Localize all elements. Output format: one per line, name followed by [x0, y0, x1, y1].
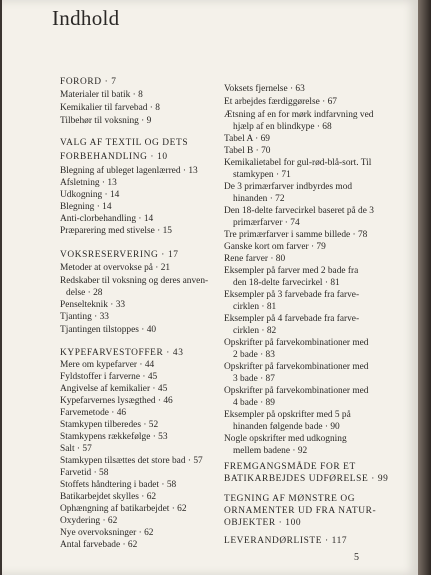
toc-entry-continuation: hinanden følgende bade · 90: [233, 422, 340, 432]
toc-entry: Præparering med stivelse · 15: [60, 226, 172, 236]
toc-entry: Blegning · 14: [60, 202, 112, 212]
toc-entry: Stamkypens rækkefølge · 53: [60, 432, 168, 442]
toc-entry-continuation: 2 bade · 83: [233, 350, 275, 360]
toc-entry: Den 18-delte farvecirkel baseret på de 3: [224, 206, 374, 216]
toc-entry: Anti-clorbehandling · 14: [60, 214, 154, 224]
toc-entry-continuation: hinanden · 72: [233, 194, 285, 204]
toc-entry: Rene farver · 80: [224, 254, 286, 264]
toc-entry-continuation: cirklen · 81: [233, 302, 277, 312]
toc-entry-continuation: hjælp af en blindkype · 68: [233, 122, 332, 132]
toc-entry: Ganske kort om farver · 79: [224, 242, 326, 252]
toc-section-heading: TEGNING AF MØNSTRE OG: [224, 494, 356, 504]
toc-entry: Opskrifter på farvekombinationer med: [224, 338, 369, 348]
toc-section-heading: OBJEKTER · 100: [224, 518, 302, 528]
toc-entry-continuation: cirklen · 82: [233, 326, 277, 336]
toc-entry-continuation: stamkypen · 71: [233, 170, 291, 180]
toc-entry: Ætsning af en for mørk indfarvning ved: [224, 110, 374, 120]
toc-section-heading: BATIKARBEJDES UDFØRELSE · 99: [224, 474, 389, 484]
toc-entry-continuation: 4 bade · 89: [233, 398, 275, 408]
toc-entry: Angivelse af kemikalier · 45: [60, 384, 168, 394]
toc-entry: Eksempler på 3 farvebade fra farve-: [224, 290, 360, 300]
toc-entry: Stoffets håndtering i badet · 58: [60, 480, 177, 490]
toc-entry: Eksempler på opskrifter med 5 på: [224, 410, 351, 420]
toc-entry: Eksempler på farver med 2 bade fra: [224, 266, 359, 276]
toc-entry: Kemikalietabel for gul-rød-blå-sort. Til: [224, 158, 372, 168]
toc-entry: Tabel A · 69: [224, 134, 270, 144]
toc-entry: Blegning af ubleget lagenlærred · 13: [60, 166, 198, 176]
toc-entry: Opskrifter på farvekombinationer med: [224, 362, 369, 372]
toc-section-heading: ORNAMENTER UD FRA NATUR-: [224, 506, 377, 516]
toc-entry: Stamkypen tilsættes det store bad · 57: [60, 456, 203, 466]
toc-section-heading: VOKSRESERVERING · 17: [60, 250, 179, 260]
toc-entry: Opskrifter på farvekombinationer med: [224, 386, 369, 396]
toc-entry: Farvetid · 58: [60, 468, 109, 478]
page-number: 5: [354, 552, 359, 563]
toc-entry: Tabel B · 70: [224, 146, 271, 156]
page-edge-shadow: [418, 0, 431, 575]
toc-section-heading: FORBEHANDLING · 10: [60, 152, 168, 162]
toc-entry: Penselteknik · 33: [60, 300, 126, 310]
toc-entry: Materialer til batik · 8: [60, 90, 143, 100]
toc-entry: Nogle opskrifter med udkogning: [224, 434, 347, 444]
toc-entry-continuation: mellem badene · 92: [233, 446, 308, 456]
toc-right-column: [2, 0, 418, 575]
toc-entry: Nye overvoksninger · 62: [60, 528, 154, 538]
toc-entry: Oxydering · 62: [60, 516, 118, 526]
toc-entry: Tilbehør til voksning · 9: [60, 116, 152, 126]
toc-section-heading: FORORD · 7: [60, 77, 117, 87]
toc-entry: Udkogning · 14: [60, 190, 120, 200]
toc-entry: Tjanting · 33: [60, 312, 109, 322]
toc-section-heading: KYPEFARVESTOFFER · 43: [60, 348, 184, 358]
toc-entry: Ophængning af batikarbejdet · 62: [60, 504, 187, 514]
toc-entry: Eksempler på 4 farvebade fra farve-: [224, 314, 360, 324]
toc-entry: Tre primærfarver i samme billede · 78: [224, 230, 368, 240]
toc-entry: Afsletning · 13: [60, 178, 117, 188]
toc-entry-continuation: den 18-delte farvecirkel · 81: [233, 278, 340, 288]
page-title: Indhold: [52, 6, 120, 30]
toc-entry-continuation: delse · 28: [66, 288, 103, 298]
toc-entry: Metoder at overvokse på · 21: [60, 263, 171, 273]
toc-section-heading: LEVERANDØRLISTE · 117: [224, 536, 348, 546]
toc-entry: Batikarbejdet skylles · 62: [60, 492, 157, 502]
toc-entry: Voksets fjernelse · 63: [224, 84, 305, 94]
toc-entry: Stamkypen tilberedes · 52: [60, 420, 159, 430]
toc-entry: Kypefarvernes lysægthed · 46: [60, 396, 173, 406]
toc-entry: Fyldstoffer i farverne · 45: [60, 372, 158, 382]
toc-section-heading: VALG AF TEXTIL OG DETS: [60, 138, 189, 148]
toc-entry: Et arbejdes færdiggørelse · 67: [224, 97, 337, 107]
toc-entry: Farvemetode · 46: [60, 408, 127, 418]
toc-entry: De 3 primærfarver indbyrdes mod: [224, 182, 353, 192]
toc-entry: Kemikalier til farvebad · 8: [60, 103, 160, 113]
toc-entry-continuation: primærfarver · 74: [233, 218, 300, 228]
toc-section-heading: FREMGANGSMÅDE FOR ET: [224, 462, 356, 472]
toc-entry: Redskaber til voksning og deres anven-: [60, 276, 209, 286]
toc-entry: Salt · 57: [60, 444, 92, 454]
toc-entry: Antal farvebade · 62: [60, 540, 138, 550]
toc-entry: Tjantingen tilstoppes · 40: [60, 325, 157, 335]
book-page: [2, 0, 418, 575]
toc-entry: Mere om kypefarver · 44: [60, 360, 155, 370]
toc-entry-continuation: 3 bade · 87: [233, 374, 275, 384]
